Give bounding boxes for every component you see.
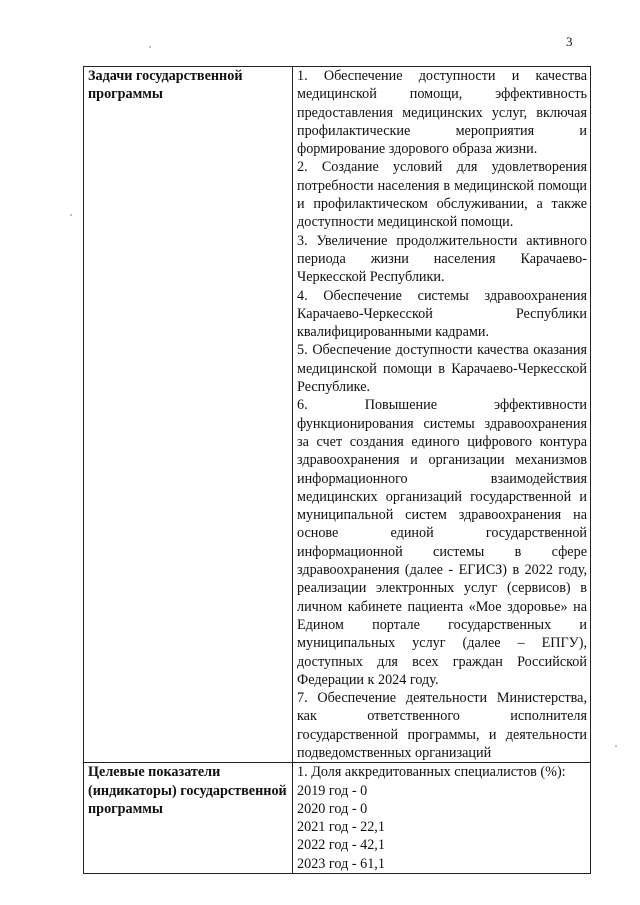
indicators-cell xyxy=(293,763,591,874)
tasks-cell xyxy=(293,67,591,763)
task-item: 5. Обеспечение доступности качества оказания медицинской помощи в Карачаево-Черкесской Республике. xyxy=(297,342,587,396)
table-row xyxy=(84,67,591,763)
indicator-year-value: 2021 год - 22,1 xyxy=(297,819,385,836)
scan-dot xyxy=(70,214,72,216)
task-item: 1. Обеспечение доступности и качества медицинской помощи, эффективность предоставления медицинских услуг, включая профилактические мероприятия и формирование здорового образа жизни. xyxy=(297,68,587,158)
table-row xyxy=(84,763,591,874)
scan-dot xyxy=(149,46,151,48)
indicator-title: 1. Доля аккредитованных специалистов (%): xyxy=(297,764,566,781)
task-item: 2. Создание условий для удовлетворения потребности населения в медицинской помощи и профилактическом обслуживании, а также доступности медицинской помощи. xyxy=(297,159,587,231)
row-label-tasks: Задачи государственной программы xyxy=(84,67,293,763)
page-number: 3 xyxy=(566,34,573,49)
task-item: 3. Увеличение продолжительности активного периода жизни населения Карачаево-Черкесской Республики. xyxy=(297,232,587,286)
indicator-year-value: 2022 год - 42,1 xyxy=(297,837,385,854)
task-item: 6. Повышение эффективности функционирования системы здравоохранения за счет создания единого цифрового контура здравоохранения и организации механизмов информационного взаимодействия медицинских организаций государственной и муниципальной систем здравоохранения на основе единой государственной информационной системы в сфере здравоохранения (далее - ЕГИСЗ) в 2022 году, реализации электронных услуг (сервисов) в личном кабинете пациента «Мое здоровье» на Едином портале государственных и муниципальных услуг (далее – ЕПГУ), доступных для всех граждан Российской Федерации к 2024 году. xyxy=(297,397,587,688)
task-item: 7. Обеспечение деятельности Министерства, как ответственного исполнителя государственной программы, и деятельности подведомственных организаций xyxy=(297,690,587,761)
task-item: 4. Обеспечение системы здравоохранения Карачаево-Черкесской Республики квалифицированными кадрами. xyxy=(297,287,587,341)
row-label-indicators: Целевые показатели (индикаторы) государственной программы xyxy=(84,763,293,874)
indicator-year-value: 2023 год - 61,1 xyxy=(297,855,385,872)
scan-dot xyxy=(615,745,617,747)
indicator-year-value: 2020 год - 0 xyxy=(297,800,368,817)
program-passport-table xyxy=(83,66,591,874)
indicator-year-value: 2019 год - 0 xyxy=(297,782,368,799)
